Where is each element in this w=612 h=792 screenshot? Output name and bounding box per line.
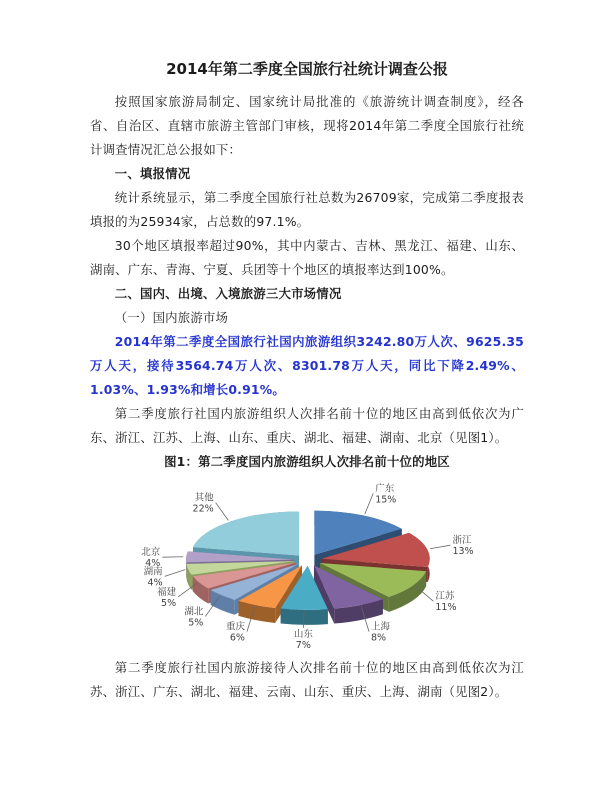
pie-slice-rim-wall	[281, 608, 328, 624]
pie-leader-line	[165, 570, 186, 577]
pie-data-label: 浙江 13%	[452, 535, 474, 558]
paragraph-organize-ranking: 第二季度旅行社国内旅游组织人次排名前十位的地区由高到低依次为广东、浙江、江苏、上海、山东、重庆、湖北、福建、湖南、北京（见图1）。	[90, 406, 524, 445]
pie-leader-line	[365, 493, 373, 514]
pie-data-label: 山东 7%	[293, 628, 313, 651]
pie-data-label: 上海 8%	[371, 621, 391, 644]
highlight-paragraph: 2014年第二季度全国旅行社国内旅游组织3242.80万人次、9625.35万人天，接待3564.74万人次、8301.78万人天，同比下降2.49%、1.03%、1.93%和增长0.91%。	[90, 334, 524, 397]
pie-chart-svg	[90, 476, 530, 656]
section2-heading: 二、国内、出境、入境旅游三大市场情况	[114, 286, 342, 301]
pie-data-label: 江苏 11%	[435, 591, 457, 614]
section1-paragraph-filing-stats: 统计系统显示，第二季度全国旅行社总数为26709家，完成第二季度报表填报的为25934家，占总数的97.1%。	[90, 190, 524, 229]
section2-subheading-domestic: （一）国内旅游市场	[114, 310, 229, 325]
pie-data-label: 广东 15%	[375, 483, 397, 506]
section1-heading: 一、填报情况	[114, 166, 191, 181]
pie-data-label: 湖南 4%	[143, 566, 163, 589]
pie-leader-line	[430, 545, 450, 549]
figure1-pie-chart	[90, 476, 524, 656]
pie-data-label: 其他 22%	[192, 492, 214, 515]
pie-leader-line	[216, 503, 229, 521]
pie-data-label: 福建 5%	[157, 586, 177, 609]
section1-paragraph-regions: 30个地区填报率超过90%，其中内蒙古、吉林、黑龙江、福建、山东、湖南、广东、青海、宁夏、兵团等十个地区的填报率达到100%。	[90, 238, 524, 277]
pie-data-label: 重庆 6%	[225, 621, 245, 644]
figure1-caption: 图1：第二季度国内旅游组织人次排名前十位的地区	[164, 454, 450, 469]
document-title: 2014年第二季度全国旅行社统计调查公报	[166, 60, 448, 78]
pie-data-label: 湖北 5%	[184, 606, 204, 629]
paragraph-receive-ranking: 第二季度旅行社国内旅游接待人次排名前十位的地区由高到低依次为江苏、浙江、广东、湖北、福建、云南、山东、重庆、上海、湖南（见图2）。	[90, 660, 524, 699]
paragraph-intro: 按照国家旅游局制定、国家统计局批准的《旅游统计调查制度》，经各省、自治区、直辖市旅游主管部门审核，现将2014年第二季度全国旅行社统计调查情况汇总公报如下：	[90, 94, 524, 157]
pie-data-label: 北京 4%	[141, 547, 161, 570]
